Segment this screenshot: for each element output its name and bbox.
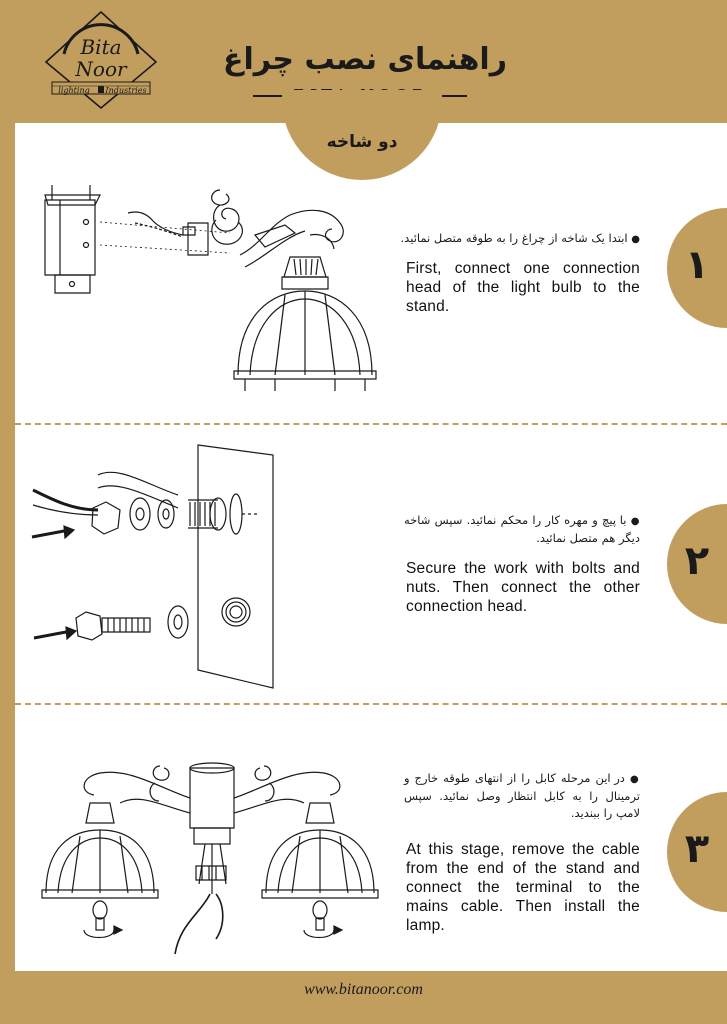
- stand-block: [45, 185, 100, 293]
- right-lamp: [234, 766, 378, 938]
- section-divider-1: [15, 423, 727, 425]
- lamp-arm: [188, 190, 343, 267]
- website-url[interactable]: www.bitanoor.com: [304, 981, 423, 998]
- logo-tagline-right: Industries: [105, 86, 147, 95]
- step-2-text-fa: [404, 512, 640, 547]
- step-2-text-en: Secure the work with bolts and nuts. Then connect the other connection head.: [406, 560, 640, 615]
- bolt-assembly: [34, 598, 250, 640]
- step-1-text-fa: [400, 230, 640, 248]
- cable-nut-assembly: [32, 472, 257, 538]
- step-3-text-fa-body: در این مرحله کابل را از انتهای طوقه خارج و ترمینال را به کابل انتظار وصل نمائید. سپس لامپ را ببندید.: [404, 771, 640, 820]
- bullet-icon: ●: [629, 774, 640, 785]
- logo-line1: Bita: [80, 35, 122, 59]
- bita-noor-logo: [42, 10, 160, 110]
- logo-tagline-left: lighting: [58, 86, 90, 95]
- section-divider-2: [15, 703, 727, 705]
- step-3-text-en: At this stage, remove the cable from the end of the stand and connect the terminal to the mains cable. Then install the lamp.: [406, 841, 640, 934]
- wall-plate: [198, 445, 273, 688]
- page-title-fa: راهنمای نصب چراغ: [222, 42, 507, 77]
- step-2-text-fa-body: با پیچ و مهره کار را محکم نمائید. سپس شاخه دیگر هم متصل نمائید.: [404, 513, 640, 545]
- step-number-3: ۳: [684, 826, 710, 872]
- step-1-illustration: [40, 175, 390, 405]
- bullet-icon: ●: [630, 516, 640, 527]
- step-1-text-fa-body: ابتدا یک شاخه از چراغ را به طوقه متصل نمائید.: [400, 231, 628, 245]
- step-1-text-en: First, connect one connection head of the light bulb to the stand.: [406, 260, 640, 315]
- logo-line2: Noor: [75, 57, 127, 81]
- left-lamp: [42, 766, 190, 938]
- lamp-shade: [234, 257, 376, 391]
- step-number-2: ۲: [684, 538, 710, 584]
- bullet-icon: ●: [631, 234, 640, 245]
- step-number-1: ۱: [684, 242, 710, 288]
- step-2-illustration: [28, 440, 388, 690]
- center-stand: [175, 763, 234, 954]
- tab-label: دو شاخه: [326, 132, 398, 152]
- step-3-text-fa: [404, 770, 640, 822]
- step-3-illustration: [40, 758, 385, 968]
